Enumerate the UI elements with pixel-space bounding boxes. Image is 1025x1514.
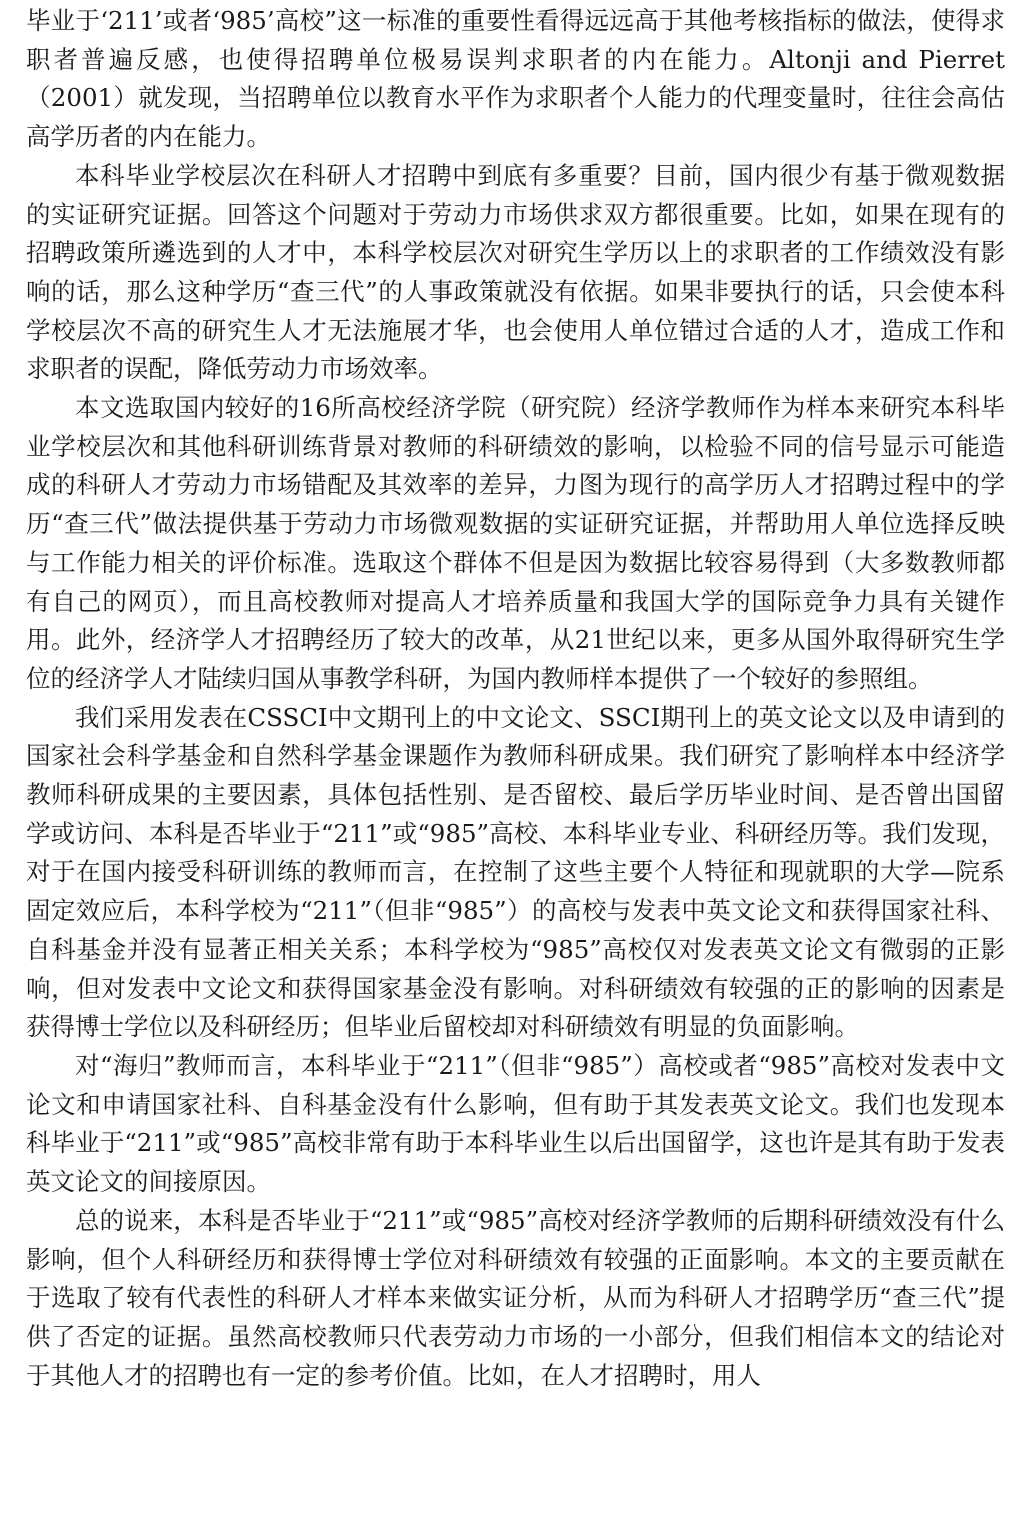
paragraph-3: 本文选取国内较好的16所高校经济学院（研究院）经济学教师作为样本来研究本科毕业学校层次和其他科研训练背景对教师的科研绩效的影响，以检验不同的信号显示可能造成的科研人才劳动力市场错配及其效率的差异，力图为现行的高学历人才招聘过程中的学历“查三代”做法提供基于劳动力市场微观数据的实证研究证据，并帮助用人单位选择反映与工作能力相关的评价标准。选取这个群体不但是因为数据比较容易得到（大多数教师都有自己的网页），而且高校教师对提高人才培养质量和我国大学的国际竞争力具有关键作用。此外，经济学人才招聘经历了较大的改革，从21世纪以来，更多从国外取得研究生学位的经济学人才陆续归国从事教学科研，为国内教师样本提供了一个较好的参照组。 xyxy=(26,393,1005,693)
paragraph-5: 对“海归”教师而言，本科毕业于“211”（但非“985”）高校或者“985”高校对发表中文论文和申请国家社科、自科基金没有什么影响，但有助于其发表英文论文。我们也发现本科毕业于“211”或“985”高校非常有助于本科毕业生以后出国留学，这也许是其有助于发表英文论文的间接原因。 xyxy=(26,1050,1005,1197)
paragraph-6: 总的说来，本科是否毕业于“211”或“985”高校对经济学教师的后期科研绩效没有什么影响，但个人科研经历和获得博士学位对科研绩效有较强的正面影响。本文的主要贡献在于选取了较有代表性的科研人才样本来做实证分析，从而为科研人才招聘学历“查三代”提供了否定的证据。虽然高校教师只代表劳动力市场的一小部分，但我们相信本文的结论对于其他人才的招聘也有一定的参考价值。比如，在人才招聘时，用人 xyxy=(26,1205,1005,1390)
paragraph-4: 我们采用发表在CSSCI中文期刊上的中文论文、SSCI期刊上的英文论文以及申请到的国家社会科学基金和自然科学基金课题作为教师科研成果。我们研究了影响样本中经济学教师科研成果的主要因素，具体包括性别、是否留校、最后学历毕业时间、是否曾出国留学或访问、本科是否毕业于“211”或“985”高校、本科毕业专业、科研经历等。我们发现，对于在国内接受科研训练的教师而言，在控制了这些主要个人特征和现就职的大学—院系固定效应后，本科学校为“211”（但非“985”）的高校与发表中英文论文和获得国家社科、自科基金并没有显著正相关关系；本科学校为“985”高校仅对发表英文论文有微弱的正影响，但对发表中文论文和获得国家基金没有影响。对科研绩效有较强的正的影响的因素是获得博士学位以及科研经历；但毕业后留校却对科研绩效有明显的负面影响。 xyxy=(26,702,1005,1042)
paragraph-2: 本科毕业学校层次在科研人才招聘中到底有多重要？目前，国内很少有基于微观数据的实证研究证据。回答这个问题对于劳动力市场供求双方都很重要。比如，如果在现有的招聘政策所遴选到的人才中，本科学校层次对研究生学历以上的求职者的工作绩效没有影响的话，那么这种学历“查三代”的人事政策就没有依据。如果非要执行的话，只会使本科学校层次不高的研究生人才无法施展才华，也会使用人单位错过合适的人才，造成工作和求职者的误配，降低劳动力市场效率。 xyxy=(26,160,1005,384)
paragraph-1: 毕业于‘211’或者‘985’高校”这一标准的重要性看得远远高于其他考核指标的做法，使得求职者普遍反感，也使得招聘单位极易误判求职者的内在能力。Altonji and Pierret（2001）就发现，当招聘单位以教育水平作为求职者个人能力的代理变量时，往往会高估高学历者的内在能力。 xyxy=(26,6,1005,152)
